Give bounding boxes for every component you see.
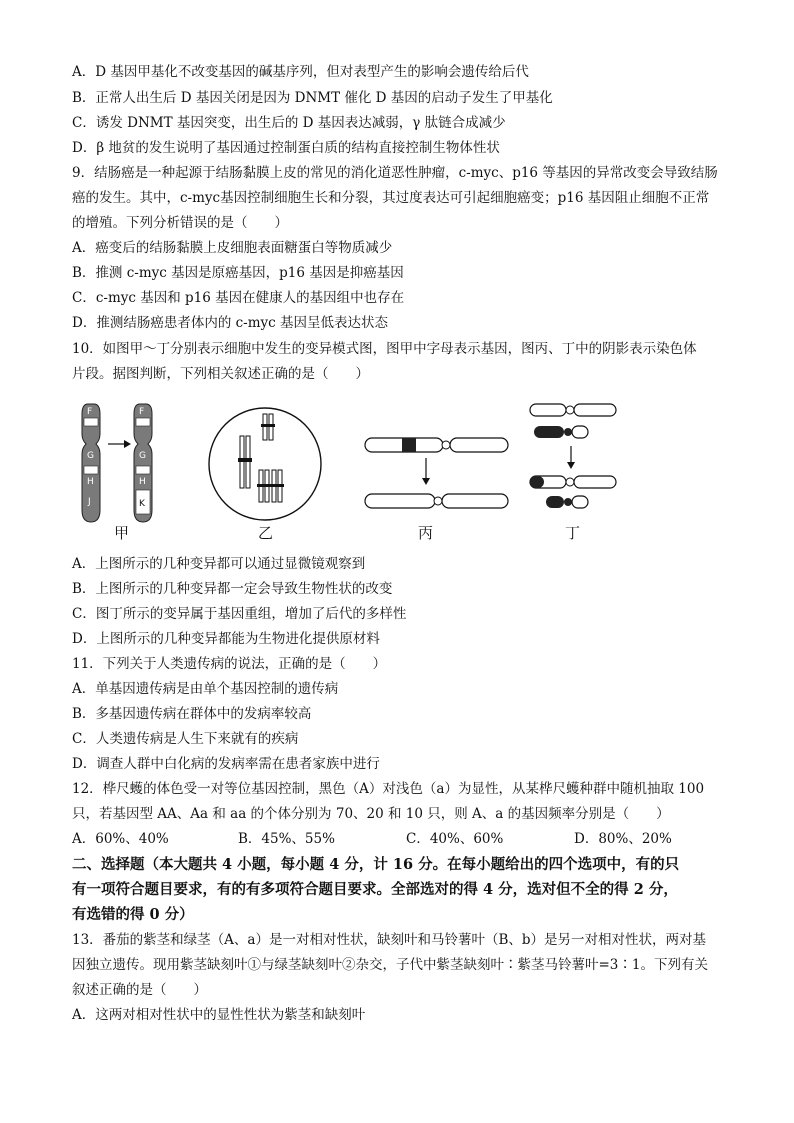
gene-H-right: H	[139, 477, 146, 487]
section2-heading-line2: 有一项符合题目要求，有的有多项符合题目要求。全部选对的得 4 分，选对但不全的得 2 分，	[72, 881, 678, 898]
q12-option-d: D．80%、20%	[574, 831, 672, 847]
q8-option-d: D．β 地贫的发生说明了基因通过控制蛋白质的结构直接控制生物体性状	[72, 140, 500, 156]
figure-drawing	[60, 392, 700, 544]
q11-option-a: A．单基因遗传病是由单个基因控制的遗传病	[72, 681, 339, 697]
q13-stem-line2: 因独立遗传。现用紫茎缺刻叶①与绿茎缺刻叶②杂交，子代中紫茎缺刻叶∶紫茎马铃薯叶=3∶1。下列有关	[72, 957, 708, 973]
figure-ding-bottom	[530, 476, 616, 508]
figure-ding-top	[530, 404, 616, 438]
q8-option-b: B．正常人出生后 D 基因关闭是因为 DNMT 催化 D 基因的启动子发生了甲基化	[72, 90, 553, 106]
q11-stem: 11．下列关于人类遗传病的说法，正确的是（ ）	[72, 656, 387, 672]
q10-option-b: B．上图所示的几种变异都一定会导致生物性状的改变	[72, 581, 393, 597]
q9-stem-line2: 癌的发生。其中，c-myc基因控制细胞生长和分裂，其过度表达可引起细胞癌变；p16 基因阻止细胞不正常	[72, 190, 710, 206]
figure-label-jia: 甲	[114, 524, 130, 542]
q13-stem-line1: 13．番茄的紫茎和绿茎（A、a）是一对相对性状，缺刻叶和马铃薯叶（B、b）是另一对相对性状，两对基	[72, 932, 707, 948]
q13-option-a: A．这两对相对性状中的显性性状为紫茎和缺刻叶	[72, 1007, 366, 1023]
q10-option-a: A．上图所示的几种变异都可以通过显微镜观察到	[72, 556, 366, 572]
gene-F-right: F	[139, 407, 145, 417]
gene-K-right: K	[139, 499, 145, 509]
q12-stem-line1: 12．桦尺蠖的体色受一对等位基因控制，黑色（A）对浅色（a）为显性，从某桦尺蠖种群中随机抽取 100	[72, 781, 705, 797]
q11-option-d: D．调查人群中白化病的发病率需在患者家族中进行	[72, 756, 380, 772]
figure-label-yi: 乙	[258, 524, 274, 542]
q8-option-a: A．D 基因甲基化不改变基因的碱基序列，但对表型产生的影响会遗传给后代	[72, 64, 529, 80]
q12-option-c: C．40%、60%	[406, 831, 504, 847]
figure-ding-arrow	[567, 446, 575, 469]
q9-stem-line1: 9．结肠癌是一种起源于结肠黏膜上皮的常见的消化道恶性肿瘤，c-myc、p16 等基因的异常改变会导致结肠	[72, 165, 718, 181]
q9-option-b: B．推测 c-myc 基因是原癌基因，p16 基因是抑癌基因	[72, 265, 404, 281]
q12-stem-line2: 只，若基因型 AA、Aa 和 aa 的个体分别为 70、20 和 10 只，则 A、a 的基因频率分别是（ ）	[72, 806, 670, 822]
gene-J-left: J	[88, 497, 91, 507]
q9-option-a: A．癌变后的结肠黏膜上皮细胞表面糖蛋白等物质减少	[72, 240, 393, 256]
q12-option-a: A．60%、40%	[72, 831, 169, 847]
gene-G-right: G	[139, 451, 146, 461]
figure-jia-arrow	[108, 440, 131, 448]
q10-option-c: C．图丁所示的变异属于基因重组，增加了后代的多样性	[72, 606, 407, 622]
q9-option-d: D．推测结肠癌患者体内的 c-myc 基因呈低表达状态	[72, 315, 389, 331]
figure-bing-top-chromosome	[365, 438, 508, 452]
figure-bing-arrow	[422, 458, 430, 485]
q11-option-c: C．人类遗传病是人生下来就有的疾病	[72, 731, 299, 747]
section2-heading-line3: 有选错的得 0 分）	[72, 906, 194, 923]
chromosome-variation-figure	[60, 392, 700, 544]
q10-stem-line1: 10．如图甲～丁分别表示细胞中发生的变异模式图，图甲中字母表示基因，图丙、丁中的阴影表示染色体	[72, 341, 697, 357]
figure-label-ding: 丁	[565, 524, 581, 542]
q9-option-c: C．c-myc 基因和 p16 基因在健康人的基因组中也存在	[72, 290, 405, 306]
q10-stem-line2: 片段。据图判断，下列相关叙述正确的是（ ）	[72, 366, 369, 382]
q12-option-b: B．45%、55%	[238, 831, 335, 847]
q11-option-b: B．多基因遗传病在群体中的发病率较高	[72, 706, 312, 722]
q9-stem-line3: 的增殖。下列分析错误的是（ ）	[72, 215, 288, 231]
gene-F-left: F	[87, 407, 93, 417]
q10-option-d: D．上图所示的几种变异都能为生物进化提供原材料	[72, 631, 380, 647]
figure-label-bing: 丙	[418, 524, 434, 542]
gene-G-left: G	[87, 451, 94, 461]
figure-jia-left-chromosome	[82, 404, 100, 522]
figure-yi-cell	[209, 408, 321, 520]
q12-options-row	[72, 830, 732, 848]
q8-option-c: C．诱发 DNMT 基因突变，出生后的 D 基因表达减弱，γ 肽链合成减少	[72, 115, 506, 131]
gene-H-left: H	[87, 477, 94, 487]
figure-bing-bottom-chromosome	[365, 494, 508, 508]
section2-heading-line1: 二、选择题（本大题共 4 小题，每小题 4 分，计 16 分。在每小题给出的四个选项中，有的只	[72, 856, 680, 873]
q13-stem-line3: 叙述正确的是（ ）	[72, 982, 207, 998]
